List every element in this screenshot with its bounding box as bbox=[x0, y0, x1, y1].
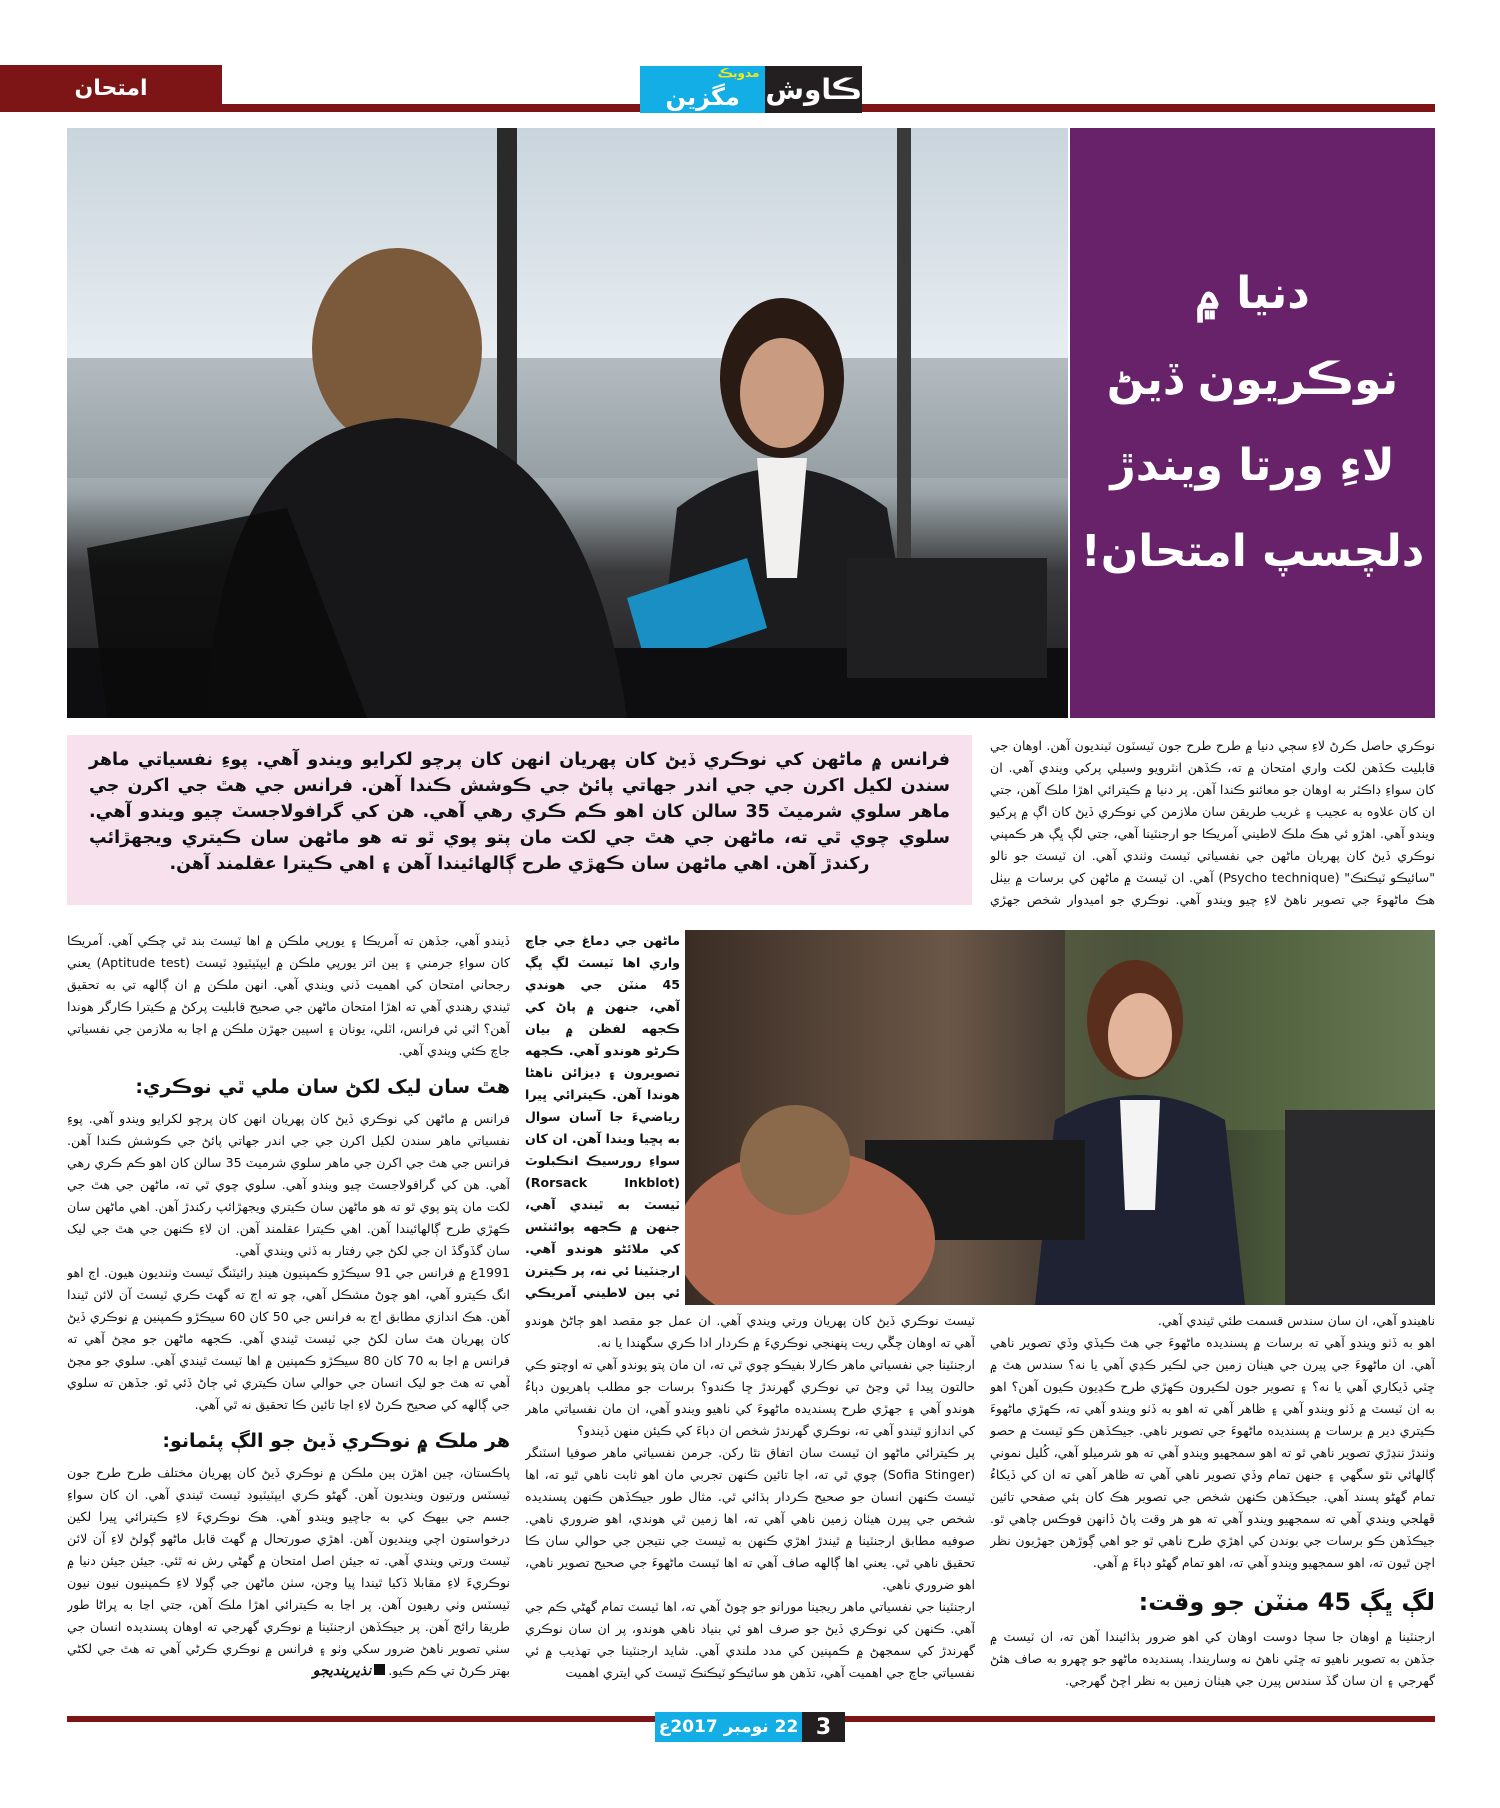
intro-paragraph: نوڪري حاصل ڪرڻ لاءِ سڄي دنيا ۾ طرح طرح جون ٽيسٽون ٽينديون آهن. اوهان جي قابليت ڪڏهن لکت واري امتحان ۾ ته، ڪڏهن انٽرويو وسيلي پرکي ويندي آهي. ان کان سواءِ ڊاڪٽر به اوهان جو معائنو ڪندا آهن. پر دنيا ۾ ڪيترائي اهڙا ملڪ آهن، جتي ان کان علاوه به عجيب ۽ غريب طريقن سان ملازمن کي نوڪري ڏيڻ کان اڳ ۾ پرکيو ويندو آهي. اهڙو ئي هڪ ملڪ لاطيني آمريڪا جو ارجنٽينا آهي، جتي لڳ ڀڳ هر ڪمپني نوڪري ڏيڻ کان پهريان ماڻهن جي نفسياتي ٽيسٽ وٺندي آهي. ان ٽيسٽ جو نالو "سائيڪو ٽيڪنڪ" (Psycho technique) آهي. ان ٽيسٽ ۾ ماڻهن کي برسات ۾ بيٺل هڪ ماڻهوءَ جي تصوير ناهڻ لاءِ چيو ويندو آهي. نوڪري جو اميدوار شخص جهڙي bbox=[990, 738, 1435, 907]
page-footer bbox=[655, 1712, 845, 1742]
subheading-45-minutes: لڳ ڀڳ 45 منٽن جو وقت: bbox=[1138, 1588, 1435, 1616]
title-line: دلچسپ امتحان! bbox=[1080, 526, 1425, 577]
logo-small-text: مدوبڪ bbox=[717, 66, 760, 80]
magazine-logo bbox=[640, 66, 862, 113]
paragraph: اهو به ڏٺو ويندو آهي ته برسات ۾ پسنديده ماڻهوءَ جي هٿ ڪيڏي وڏي تصوير ناهي آهي. ان ماڻهوءَ جي پيرن جي هيٺان زمين جي لڪير ڪڍي آهي يا نه؟ سندس هٿ ۾ ڇٽي ڏيکاري آهي يا نه؟ ۽ تصوير جون لڪيرون ڪهڙي طرح ڪڍيون ڪيون آهن؟ اهو به ان ٽيسٽ ۾ ڏٺو ويندو آهي ۽ ظاهر آهي ته اهو به ڏٺو ويندو آهي ته، ڪهڙي ماڻهوءَ ڪيتري دير ۾ برسات ۾ پسنديده ماڻهوءَ جي تصوير ناهي. جيڪڏهن ڪو ٽيسٽ ۾ حصو وٺندڙ ننڍڙي تصوير ناهي ٿو ته اهو سمجهيو ويندو آهي ته هو شرميلو آهي، کُليل نموني ڳالهائي نٿو سگهي ۽ جنهن تمام وڏي تصوير ناهي آهي ته ظاهر آهي ته ان کي ڏيکاءُ تمام گهڻو پسند آهي. جيڪڏهن ڪنهن شخص جي تصوير هڪ کان ٻئي صفحي تائين ڦهلجي ويندي آهي ته سمجهيو ويندو آهي ته هو هر وقت پاڻ ڏانهن فوڪس چاهي ٿو. جيڪڏهن ڪو برسات جي بوندن کي اهڙي طرح ناهي ٿو جو اهي ڳوڙهن جهڙيون نظر اچن ٿيون ته، اهو سمجهيو ويندو آهي ته، اهو تمام گهڻو دٻاءَ ۾ آهي. bbox=[990, 1335, 1435, 1570]
paragraph: پر ڪيترائي ماڻهو ان ٽيسٽ سان اتفاق نٿا رکن. جرمن نفسياتي ماهر صوفيا اسٽنگر (Sofia Stinger) چوي ٿي ته، اڃا تائين ڪنهن تجربي مان اهو ثابت ناهي ٿيو ته، اها ٽيسٽ ڪنهن انسان جو صحيح ڪردار ٻڌائي ٿي. مثال طور جيڪڏهن ڪنهن پسنديده شخص جي پيرن هيٺان زمين ناهي آهي ته، اها زمين ٿي هوندي، اهو ضروري ناهي. صوفيه مطابق ارجنٽينا ۾ ٿيندڙ اهڙي ڪنهن به ٽيسٽ جي نتيجن جي حوالي سان ڪا تحقيق ناهي ٿي. يعني اها ڳالهه صاف آهي ته اها ٽيسٽ ماڻهوءَ جي صحيح تصوير ناهي، اهو ضروري ناهي. bbox=[525, 1445, 975, 1592]
logo-magazine-block bbox=[640, 66, 765, 113]
pull-quote: فرانس ۾ ماڻهن کي نوڪري ڏيڻ کان پهريان انهن کان پرچو لکرايو ويندو آهي. پوءِ نفسياتي ماهر سندن لکيل اکرن جي جي اندر جهاتي پائڻ جي ڪوشش ڪندا آهن. فرانس جي هٿ جي اکرن جي ماهر سلوي شرميٽ 35 سالن کان اهو ڪم ڪري رهي آهي. هن کي گرافولاجسٽ چيو ويندو آهي. سلوي چوي ٿي ته، ماڻهن جي هٿ جي لکت مان پتو پوي ٿو ته هو ماڻهن سان ڪيتري ويجهڙائپ رکندڙ آهن. اهي ماڻهن سان ڪهڙي طرح ڳالهائيندا آهن ۽ اهي ڪيترا عقلمند آهن. bbox=[67, 735, 972, 905]
paragraph: فرانس ۾ ماڻهن کي نوڪري ڏيڻ کان پهريان انهن کان پرچو لکرايو ويندو آهي. پوءِ نفسياتي ماهر سندن لکيل اکرن جي جي اندر جهاتي پائڻ جي ڪوشش ڪندا آهن. فرانس جي هٿ جي اکرن جي ماهر سلوي شرميٽ 35 سالن کان اهو ڪم ڪري رهي آهي. هن کي گرافولاجسٽ چيو ويندو آهي. سلوي چوي ٿي ته، ماڻهن جي هٿ جي لکت مان پتو پوي ٿو ته هو ماڻهن سان ڪيتري ويجهڙائپ رکندڙ آهن. اهي ماڻهن سان ڪهڙي طرح ڳالهائيندا آهن. اهي ڪيترا عقلمند آهن. ان لاءِ ڪنهن جي هٿ جي ليک سان گڏوگڏ ان جي لکڻ جي رفتار به ڏٺي ويندي آهي. bbox=[67, 1111, 510, 1258]
paragraph: ارجنٽينا جي نفسياتي ماهر ريجينا مورانو جو چوڻ آهي ته، اها ٽيسٽ تمام گهڻي ڪم جي آهي. ڪنهن کي نوڪري ڏيڻ جو صرف اهو ئي بنياد ناهي هوندو، پر ان سان نوڪري گهرندڙ کي سمجهڻ ۾ ڪمپنين کي مدد ملندي آهي. شايد ارجنٽينا جي تهذيب ۾ ئي نفسياتي جاچ جي اهميت آهي، تڏهن هو سائيڪو ٽيڪنڪ ٽيسٽ کي ايتري اهميت bbox=[525, 1599, 975, 1680]
subheading-each-country: هر ملڪ ۾ نوڪري ڏيڻ جو الڳ پئمانو: bbox=[162, 1430, 510, 1452]
photo-job-candidate bbox=[685, 930, 1435, 1305]
logo-main-text: ڪاوش bbox=[765, 73, 862, 106]
end-mark-icon bbox=[374, 1664, 385, 1675]
title-line: نوڪريون ڏيڻ bbox=[1106, 354, 1399, 405]
paragraph: 1991ع ۾ فرانس جي 91 سيڪڙو ڪمپنيون هينڊ رائيٽنگ ٽيسٽ وٺنديون هيون. اڄ اهو انگ ڪيترو آهي، اهو چوڻ مشڪل آهي، چو ته اڄ ته گهٽ ڪري ٽيسٽ آن لائن ٿيندا آهن. هڪ اندازي مطابق اڄ به فرانس جي 50 کان 60 سيڪڙو ڪمپنين ۾ نوڪري ڏيڻ کان پهريان هٿ سان لکڻ جي ٽيسٽ ٿيندي آهي. ڪجهه ماڻهن جو مڃڻ آهي ته فرانس ۾ اڃا به 70 کان 80 سيڪڙو ڪمپنين ۾ اها ٽيسٽ ٿيندي آهي. سلوي جو مڃڻ آهي ته هٿ جو ليک انسان جي حوالي سان ڪيتري ئي ڄاڻ ڏئي ٿو. جڏهن ته سلوي جي ڳالهه کي صحيح ڪرڻ لاءِ اڃا تائين ڪا تحقيق نه ٿي آهي. bbox=[67, 1265, 510, 1412]
left-column bbox=[67, 930, 510, 1710]
candidate-illustration bbox=[685, 930, 1435, 1305]
paragraph: ناهيندو آهي، ان سان سندس قسمت طئي ٿيندي آهي. bbox=[1157, 1313, 1435, 1328]
subheading-handwriting: هٿ سان ليک لکڻ سان ملي ٿي نوڪري: bbox=[135, 1076, 510, 1098]
paragraph-final bbox=[67, 1462, 510, 1682]
middle-column-text: ماڻهن جي دماغ جي جاچ واري اها ٽيسٽ لڳ ڀڳ 45 منٽن جي هوندي آهي، جنهن ۾ پاڻ کي ڪجهه لفظن ۾ بيان ڪرڻو هوندو آهي. ڪجهه تصويرون ۽ ڊيزائن ناهڻا هوندا آهن. ڪيترائي ڀيرا رياضيءَ جا آسان سوال به پڇيا ويندا آهن. ان کان سواءِ رورسيڪ انڪبلوٽ (Rorsack Inkblot) ٽيسٽ به ٿيندي آهي، جنهن ۾ ڪجهه پوائنٽس کي ملائڻو هوندو آهي. ارجنٽينا ئي نه، پر ڪيترن ئي ٻين لاطيني آمريڪي bbox=[525, 933, 680, 1300]
logo-magazine-text: مگزين bbox=[665, 83, 740, 111]
paragraph: ڏيندو آهي، جڏهن ته آمريڪا ۽ يورپي ملڪن ۾ اها ٽيسٽ بند ٿي چڪي آهي. آمريڪا کان سواءِ جرمني ۽ ٻين اتر يورپي ملڪن ۾ ايپٽيٽيوڊ ٽيسٽ (Aptitude test) يعني رجحاني امتحان کي اهميت ڏني ويندي آهي. انهن ملڪن ۾ ان ڳالهه تي به تحقيق ٿيندي رهندي آهي ته اهڙا امتحان ماڻهن جي صحيح قابليت پرکڻ ۾ ڪيترا ڪارگر هوندا آهن؟ اٽي ئي فرانس، اٽلي، يونان ۽ اسپين جهڙن ملڪن ۾ اڃا به ملازمن جي نفسياتي جاچ ڪئي ويندي آهي. bbox=[67, 933, 510, 1058]
paragraph-text: پاڪستان، چين اهڙن ٻين ملڪن ۾ نوڪري ڏيڻ کان پهريان مختلف طرح طرح جون ٽيسٽس ورتيون وينديون آهن. گهڻو ڪري ايپٽيٽيوڊ ٽيسٽ ٿيندي آهي. ان کان سواءِ جسم جي بيهڪ کي به جاچيو ويندو آهي. هڪ نوڪريءَ لاءِ ڪيترائي ڀيرا لکين درخواستون اچي وينديون آهن. اهڙي صورتحال ۾ گهٽ قابل ماڻهو ڳولڻ لاءِ آن لائن ٽيسٽ ورتي ويندي آهي. ته جيئن اصل امتحان ۾ گهڻي رش نه ٿئي. جيئن جيئن دنيا ۾ نوڪريءَ لاءِ مقابلا ڏکيا ٿيندا پيا وڃن، سٺن ماڻهن جي ڳولا لاءِ ڪمپنيون نيون نيون ٽيسٽس وٺي رهيون آهن. پر اڃا به ڪيترائي اهڙا ملڪ آهن، جتي اڃا به پراڻا طور طريقا رائج آهن. پر جيڪڏهن ارجنٽينا ۾ نوڪري گهرجي ته اوهان پسنديده انسان جي سٺي تصوير ناهڻ ضرور سکي وٺو ۽ فرانس ۾ نوڪري ڪرڻي آهي ته هٿ جي لکڻي بهتر ڪرڻ تي ڪم ڪيو. bbox=[67, 1465, 510, 1678]
logo-main-block bbox=[765, 66, 862, 113]
paragraph: ارجنٽينا ۾ اوهان جا سچا دوست اوهان کي اهو ضرور ٻڌائيندا آهن ته، ان ٽيسٽ ۾ جڏهن به تصوير ناهيو ته ڇٽي ناهڻ نه وساريندا. پسنديده ماڻهو جو چهرو به صاف هئڻ گهرجي ۽ ان سان گڏ سندس پيرن جي هيٺان زمين به نظر اچڻ گهرجي. bbox=[990, 1629, 1435, 1688]
title-line: دنيا ۾ bbox=[1195, 268, 1310, 319]
interview-illustration bbox=[67, 128, 1068, 718]
page-number: 3 bbox=[802, 1712, 845, 1742]
middle-bottom-column bbox=[525, 1310, 975, 1705]
hero-photo-interview bbox=[67, 128, 1068, 718]
section-label: امتحان bbox=[74, 76, 148, 101]
paragraph: ارجنٽينا جي نفسياتي ماهر ڪارلا بفيڪو چوي ٿي ته، ان مان پتو پوندو آهي ته اوچتو ڪي حالتون پيدا ٿي وڃڻ تي نوڪري گهرندڙ ڇا ڪندو؟ برسات جو مطلب ٻاهريون دٻاءُ هوندو آهي ۽ جهڙي طرح پسنديده ماڻهوءَ کي ناهيو ويندو آهي، ان مان نفسياتي ماهر کي اندازو ٿيندو آهي ته، نوڪري گهرندڙ شخص ان دٻاءَ کي ڪيئن منهن ڏيندو؟ bbox=[525, 1357, 975, 1438]
title-line: لاءِ ورتا ويندڙ bbox=[1110, 440, 1395, 491]
author-signature: نذيرينديجو bbox=[312, 1663, 372, 1679]
issue-date: 22 نومبر 2017ع bbox=[655, 1712, 802, 1742]
right-bottom-column bbox=[990, 1310, 1435, 1720]
article-title bbox=[1070, 128, 1435, 718]
paragraph: ٽيسٽ نوڪري ڏيڻ کان پهريان ورتي ويندي آهي. ان عمل جو مقصد اهو ڄاڻڻ هوندو آهي ته اوهان چڱي ريت پنهنجي نوڪريءَ ۾ ڪردار ادا ڪري سگهندا يا نه. bbox=[525, 1313, 975, 1350]
